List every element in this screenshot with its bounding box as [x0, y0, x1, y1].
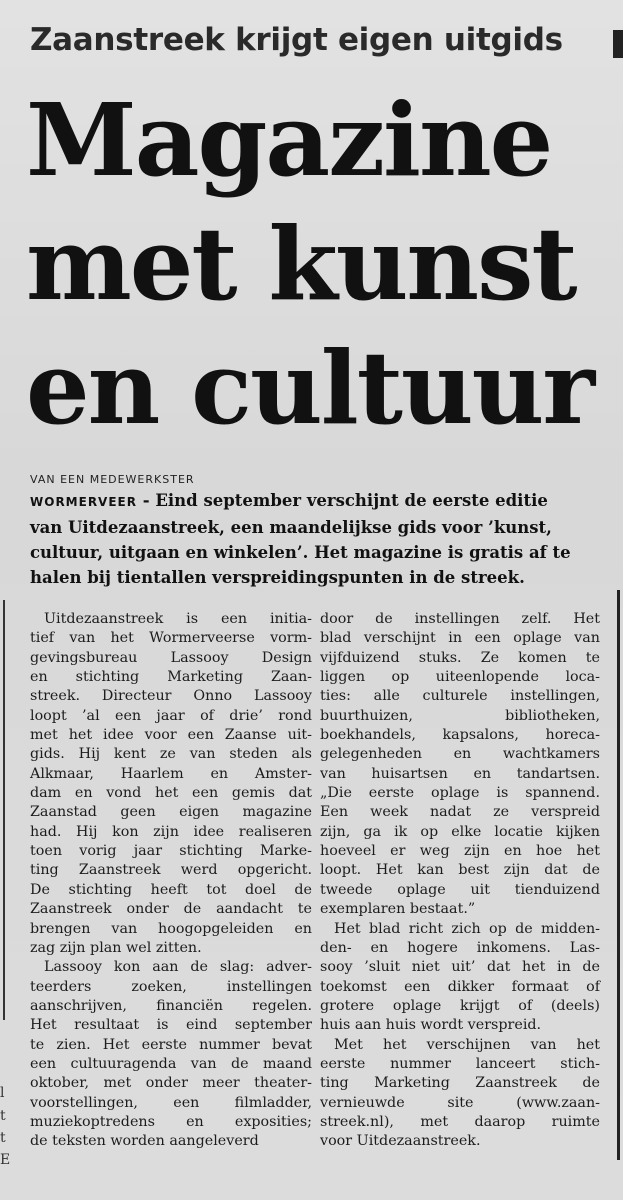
- column-line: Het resultaat is eind september: [30, 1017, 312, 1034]
- column-line: dam en vond het een gemis dat: [30, 785, 312, 802]
- article-lead: [30, 488, 595, 590]
- column-line: ting Zaanstreek werd opgericht.: [30, 862, 312, 879]
- column-rule-right: [617, 590, 620, 1160]
- column-line: met het idee voor een Zaanse uit-: [30, 727, 312, 744]
- headline-line: en cultuur: [26, 329, 594, 447]
- column-line: eerste nummer lanceert stich-: [320, 1055, 600, 1072]
- column-line: gevingsbureau Lassooy Design: [30, 649, 312, 666]
- edge-fragment: l: [0, 1085, 5, 1101]
- column-line: Met het verschijnen van het: [334, 1036, 600, 1053]
- column-line: toekomst een dikker formaat of: [320, 978, 600, 995]
- column-line: Een week nadat ze verspreid: [320, 804, 600, 821]
- column-line: van huisartsen en tandartsen.: [320, 765, 600, 782]
- column-line: Lassooy kon aan de slag: adver-: [44, 959, 312, 976]
- lead-text: - Eind september verschijnt de eerste editie: [136, 491, 548, 510]
- edge-fragment: t: [0, 1130, 6, 1146]
- column-line: aanschrijven, financiën regelen.: [30, 997, 312, 1014]
- column-line: tief van het Wormerveerse vorm-: [30, 630, 312, 647]
- column-line: blad verschijnt in een oplage van: [320, 630, 600, 647]
- headline-line: met kunst: [26, 205, 576, 323]
- column-line: muziekoptredens en exposities;: [30, 1113, 312, 1130]
- column-line: gids. Hij kent ze van steden als: [30, 746, 312, 763]
- column-line: grotere oplage krijgt of (deels): [320, 997, 600, 1014]
- column-line: gelegenheden en wachtkamers: [320, 746, 600, 763]
- column-line: De stichting heeft tot doel de: [30, 881, 312, 898]
- column-rule-left: [3, 600, 5, 1020]
- column-line: huis aan huis wordt verspreid.: [320, 1017, 542, 1034]
- edge-fragment: t: [0, 1108, 6, 1124]
- column-line: den- en hogere inkomens. Las-: [320, 939, 600, 956]
- article-byline: VAN EEN MEDEWERKSTER: [30, 473, 195, 486]
- column-line: loopt. Het kan best zijn dat de: [320, 862, 600, 879]
- column-line: te zien. Het eerste nummer bevat: [30, 1036, 312, 1053]
- column-line: Zaanstad geen eigen magazine: [30, 804, 312, 821]
- column-line: de teksten worden aangeleverd: [30, 1133, 259, 1150]
- column-line: streek. Directeur Onno Lassooy: [30, 688, 312, 705]
- article-column-right: [320, 610, 600, 1152]
- lead-line: van Uitdezaanstreek, een maandelijkse gids voor ’kunst,: [30, 518, 552, 537]
- edge-fragment: E: [0, 1152, 11, 1168]
- column-line: vernieuwde site (www.zaan-: [320, 1094, 600, 1111]
- column-line: Het blad richt zich op de midden-: [334, 920, 600, 937]
- column-line: ting Marketing Zaanstreek de: [320, 1075, 600, 1092]
- adjacent-column-fragment: [613, 30, 623, 58]
- column-line: Zaanstreek onder de aandacht te: [30, 901, 312, 918]
- column-line: Alkmaar, Haarlem en Amster-: [30, 765, 312, 782]
- dateline-place: WORMERVEER: [30, 495, 137, 509]
- column-line: zijn, ga ik op elke locatie kijken: [320, 823, 600, 840]
- column-line: „Die eerste oplage is spannend.: [320, 785, 600, 802]
- column-line: tweede oplage uit tienduizend: [320, 881, 600, 898]
- column-line: voorstellingen, een filmladder,: [30, 1094, 312, 1111]
- column-line: loopt ’al een jaar of drie’ rond: [30, 707, 312, 724]
- lead-line: [30, 488, 595, 515]
- column-line: had. Hij kon zijn idee realiseren: [30, 823, 312, 840]
- column-line: brengen van hoogopgeleiden en: [30, 920, 312, 937]
- column-line: oktober, met onder meer theater-: [30, 1075, 312, 1092]
- column-line: vijfduizend stuks. Ze komen te: [320, 649, 600, 666]
- column-line: boekhandels, kapsalons, horeca-: [320, 727, 600, 744]
- column-line: toen vorig jaar stichting Marke-: [30, 843, 312, 860]
- column-line: en stichting Marketing Zaan-: [30, 669, 312, 686]
- column-line: door de instellingen zelf. Het: [320, 611, 600, 627]
- article-column-left: [30, 610, 312, 1152]
- lead-line: cultuur, uitgaan en winkelen’. Het magazine is gratis af te: [30, 543, 571, 562]
- column-line: streek.nl), met daarop ruimte: [320, 1113, 600, 1130]
- column-line: voor Uitdezaanstreek.: [320, 1133, 481, 1150]
- column-line: sooy ’sluit niet uit’ dat het in de: [320, 959, 600, 976]
- column-line: teerders zoeken, instellingen: [30, 978, 312, 995]
- column-line: ties: alle culturele instellingen,: [320, 688, 600, 705]
- column-line: hoeveel er weg zijn en hoe het: [320, 843, 600, 860]
- article-kicker: Zaanstreek krijgt eigen uitgids: [30, 22, 563, 58]
- headline-line: Magazine: [26, 81, 552, 199]
- column-line: buurthuizen, bibliotheken,: [320, 707, 600, 724]
- column-line: Uitdezaanstreek is een initia-: [44, 611, 312, 627]
- lead-line: halen bij tientallen verspreidingspunten in de streek.: [30, 568, 525, 587]
- column-line: zag zijn plan wel zitten.: [30, 939, 202, 956]
- column-line: een cultuuragenda van de maand: [30, 1055, 312, 1072]
- column-line: liggen op uiteenlopende loca-: [320, 669, 600, 686]
- article-headline: [26, 78, 601, 450]
- column-line: exemplaren bestaat.”: [320, 901, 476, 918]
